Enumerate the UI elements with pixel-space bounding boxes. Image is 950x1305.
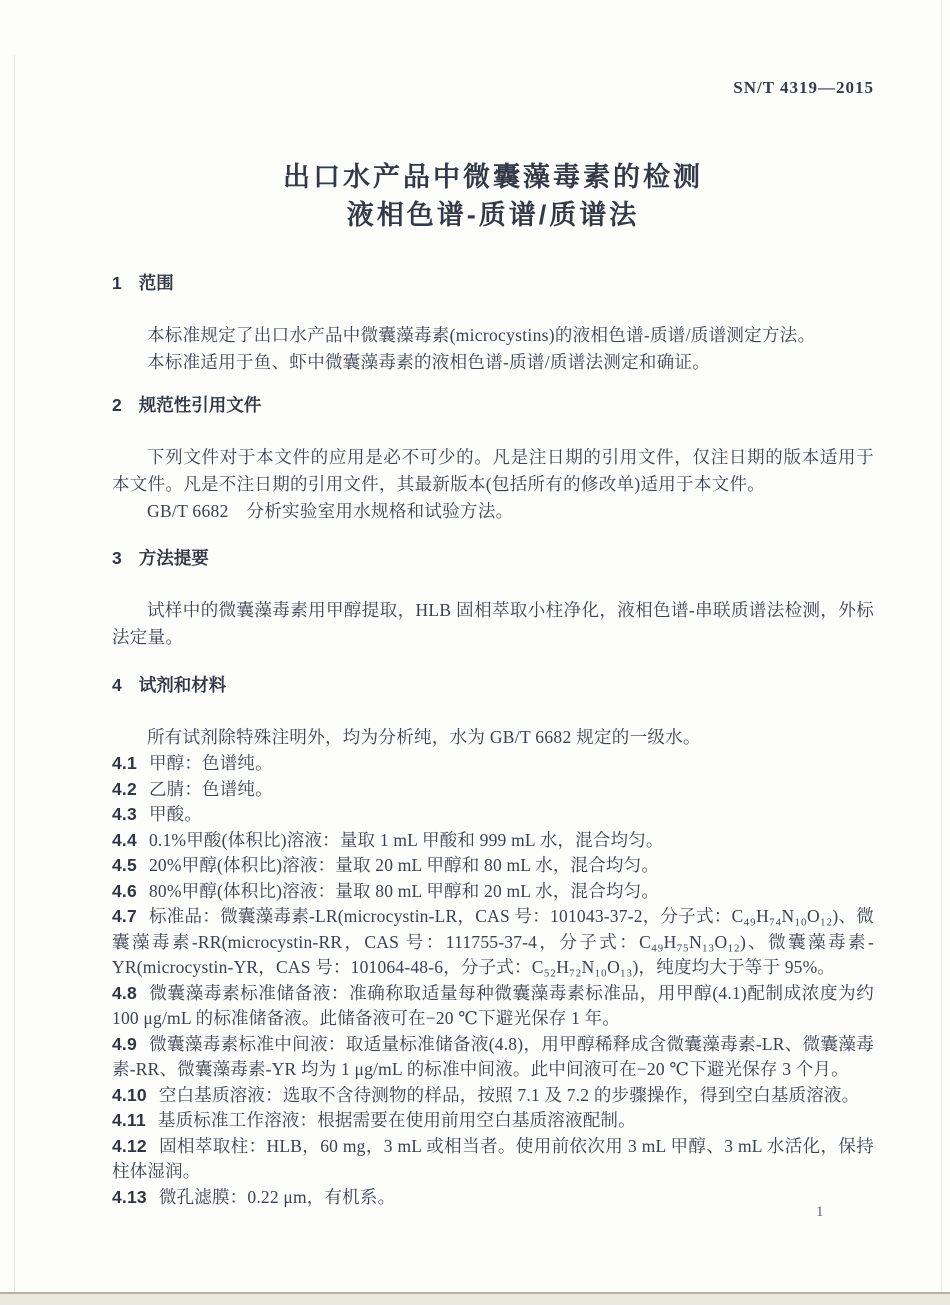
clause-number: 4.1 [112, 753, 137, 773]
page-bottom-edge-shadow [0, 1294, 950, 1305]
document-title-line1: 出口水产品中微囊藻毒素的检测 [283, 162, 703, 192]
clause-text: 甲酸。 [148, 804, 203, 824]
clause-4-8 [112, 981, 874, 1032]
clause-text: 空白基质溶液：选取不含待测物的样品，按照 7.1 及 7.2 的步骤操作，得到空白基质溶液。 [158, 1084, 860, 1105]
clause-text: 甲醇：色谱纯。 [148, 753, 273, 773]
section-heading-method-summary [112, 549, 874, 567]
page-content [112, 0, 874, 1210]
document-title-line2: 液相色谱-质谱/质谱法 [346, 200, 640, 230]
section-number: 4 [112, 675, 122, 695]
clause-number: 4.8 [112, 982, 137, 1003]
page-number: 1 [816, 1204, 824, 1220]
clause-4-7 [112, 904, 874, 981]
clause-4-10 [112, 1083, 874, 1109]
clause-number: 4.5 [112, 855, 137, 875]
standard-number: SN/T 4319—2015 [733, 78, 874, 97]
section-heading-scope [112, 274, 874, 292]
clause-text: 微孔滤膜：0.22 μm，有机系。 [158, 1186, 396, 1207]
clause-number: 4.2 [112, 778, 137, 799]
clause-number: 4.3 [112, 804, 137, 824]
clause-4-4 [112, 828, 874, 854]
section-number: 3 [112, 548, 122, 568]
clause-number: 4.12 [112, 1135, 147, 1156]
document-title [112, 158, 874, 234]
clause-text: 标准品：微囊藻毒素-LR(microcystin-LR，CAS 号：101043-37-2，分子式：C₄₉H₇₄N₁₀O₁₂)、微囊藻毒素-RR(microcystin-RR，CAS 号：111755-37-4，分子式：C₄₉H₇₅N₁₃O₁₂)、微囊藻毒素-YR(microcystin-YR，CAS 号：101064-48-6，分子式：C₅₂H₇₂N₁₀O₁₃)，纯度均大于等于 95%。 [112, 906, 874, 977]
clause-text: 20%甲醇(体积比)溶液：量取 20 mL 甲醇和 80 mL 水，混合均匀。 [148, 855, 660, 875]
clause-list [112, 751, 874, 1210]
section-heading-reagents-materials [112, 676, 874, 694]
referenced-standard: GB/T 6682 分析实验室用水规格和试验方法。 [147, 501, 514, 521]
clause-4-6 [112, 879, 874, 905]
clause-number: 4.13 [112, 1186, 147, 1207]
clause-text: 0.1%甲酸(体积比)溶液：量取 1 mL 甲酸和 999 mL 水，混合均匀。 [148, 829, 664, 850]
clause-number: 4.4 [112, 829, 137, 850]
section-heading-normative-references [112, 396, 874, 414]
paragraph: 试样中的微囊藻毒素用甲醇提取，HLB 固相萃取小柱净化，液相色谱-串联质谱法检测，外标法定量。 [112, 600, 874, 647]
page-left-edge-line [14, 55, 15, 1305]
paragraph: 所有试剂除特殊注明外，均为分析纯，水为 GB/T 6682 规定的一级水。 [147, 727, 701, 747]
clause-4-5 [112, 853, 874, 879]
clause-number: 4.11 [112, 1110, 146, 1130]
section-title: 范围 [138, 273, 174, 293]
clause-4-9 [112, 1032, 874, 1083]
clause-number: 4.7 [112, 906, 137, 926]
clause-4-3 [112, 802, 874, 828]
clause-text: 固相萃取柱：HLB，60 mg，3 mL 或相当者。使用前依次用 3 mL 甲醇、3 mL 水活化，保持柱体湿润。 [112, 1135, 874, 1181]
section-title: 规范性引用文件 [138, 395, 262, 415]
paragraph: 本标准适用于鱼、虾中微囊藻毒素的液相色谱-质谱/质谱法测定和确证。 [147, 352, 711, 372]
clause-4-12 [112, 1134, 874, 1185]
clause-text: 乙腈：色谱纯。 [148, 778, 273, 799]
paragraph: 本标准规定了出口水产品中微囊藻毒素(microcystins)的液相色谱-质谱/质谱测定方法。 [147, 325, 816, 345]
clause-4-2 [112, 777, 874, 803]
clause-number: 4.6 [112, 880, 137, 901]
clause-4-11 [112, 1108, 874, 1134]
section-title: 试剂和材料 [138, 675, 227, 695]
clause-4-13 [112, 1185, 874, 1211]
clause-4-1 [112, 751, 874, 777]
section-number: 2 [112, 395, 122, 415]
page-right-edge-line [941, 0, 942, 1305]
clause-text: 微囊藻毒素标准储备液：准确称取适量每种微囊藻毒素标准品，用甲醇(4.1)配制成浓度为约 100 μg/mL 的标准储备液。此储备液可在−20 ℃下避光保存 1 年。 [112, 982, 874, 1028]
section-title: 方法提要 [138, 548, 209, 568]
clause-text: 80%甲醇(体积比)溶液：量取 80 mL 甲醇和 20 mL 水，混合均匀。 [148, 880, 660, 901]
clause-number: 4.10 [112, 1084, 147, 1105]
clause-text: 微囊藻毒素标准中间液：取适量标准储备液(4.8)，用甲醇稀释成含微囊藻毒素-LR、微囊藻毒素-RR、微囊藻毒素-YR 均为 1 μg/mL 的标准中间液。此中间液可在−20 ℃下避光保存 3 个月。 [112, 1033, 874, 1079]
paragraph: 下列文件对于本文件的应用是必不可少的。凡是注日期的引用文件，仅注日期的版本适用于本文件。凡是不注日期的引用文件，其最新版本(包括所有的修改单)适用于本文件。 [112, 447, 874, 494]
clause-number: 4.9 [112, 1033, 137, 1054]
section-number: 1 [112, 273, 122, 293]
clause-text: 基质标准工作溶液：根据需要在使用前用空白基质溶液配制。 [157, 1110, 636, 1130]
